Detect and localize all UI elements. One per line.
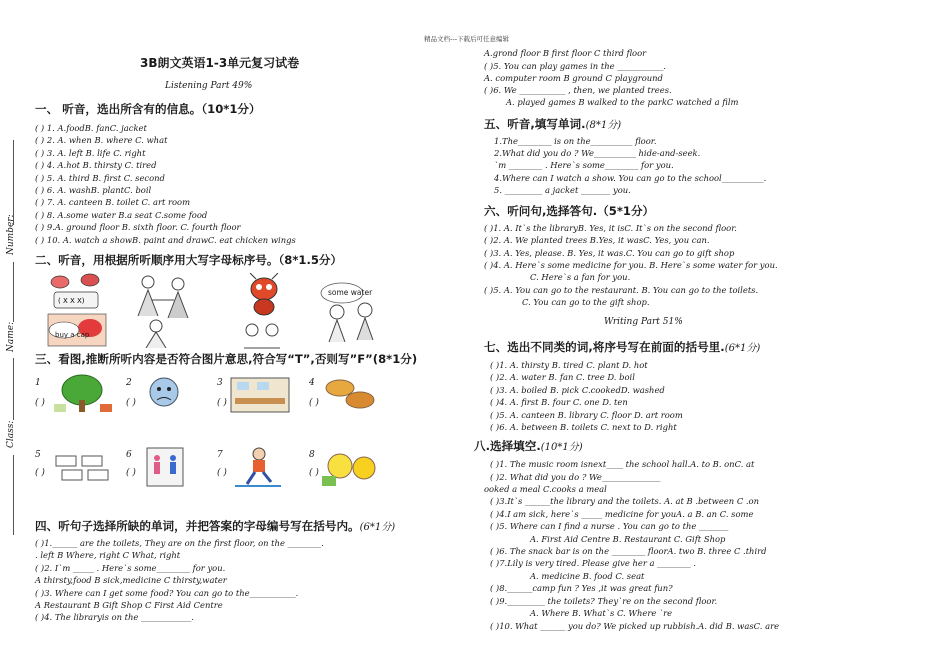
list-item: ( )1.______ are the toilets, They are on the first floor, on the ________. <box>35 538 324 548</box>
list-item: ( ) 7. A. canteen B. toilet C. art room <box>35 197 191 208</box>
cap-picture <box>46 312 108 348</box>
desks-picture <box>52 446 112 486</box>
pic-number: 2 <box>126 378 132 388</box>
col2-top-line: ( )5. You can play games in the ___________. <box>484 61 666 71</box>
list-item: ( ) 5. A. third B. first C. second <box>35 172 165 183</box>
answer-blank: ( ) <box>35 468 45 478</box>
section-1-title: 一、 听音，选出所含有的信息。（10*1分） <box>35 102 261 116</box>
list-item: . left B Where, right C What, right <box>35 550 181 561</box>
col2-top-line: A.grond floor B first floor C third floor <box>484 48 647 58</box>
ant-character-picture <box>240 273 290 317</box>
section-8-title <box>474 438 583 454</box>
section-5-line: `m ________ . Here`s some________ for you. <box>494 160 674 170</box>
list-item: ( )3. A. boiled B. pick C.cookedD. washed <box>490 384 665 395</box>
section-4-title-text: 四、听句子选择所缺的单词，并把答案的字母编号写在括号内。 <box>35 519 360 533</box>
section-5-title-text: 五、听音,填写单词. <box>484 117 586 131</box>
col2-top-line: A. played games B walked to the parkC watched a film <box>506 97 739 107</box>
running-boy-picture <box>233 446 283 488</box>
list-item: ( )6. A. between B. toilets C. next to D. right <box>490 422 677 433</box>
section-5-score: (8*1分) <box>585 120 622 131</box>
list-item: ( )3. Where can I get some food? You can go to the___________. <box>35 587 299 598</box>
answer-blank: ( ) <box>309 398 319 408</box>
pic-number: 7 <box>217 450 223 460</box>
section-6-line: ( )1. A. It`s the libraryB. Yes, it isC. It`s on the second floor. <box>484 223 737 233</box>
answer-blank: ( ) <box>126 398 136 408</box>
section-7-title <box>484 339 760 355</box>
section-8-line: A. First Aid Centre B. Restaurant C. Gift Shop <box>530 534 726 544</box>
section-8-line: ( )9._________ the toilets? They`re on the second floor. <box>490 596 718 606</box>
list-item: ( )5. A. canteen B. library C. floor D. art room <box>490 409 683 420</box>
cartoon-picture <box>320 446 382 488</box>
list-item: ( ) 9.A. ground floor B. sixth floor. C. fourth floor <box>35 222 241 233</box>
writing-part-label: Writing Part 51% <box>604 317 683 327</box>
section-5-line: 2.What did you do ? We__________ hide-and-seek. <box>494 148 701 158</box>
list-item: A Restaurant B Gift Shop C First Aid Centre <box>35 600 223 611</box>
section-6-line: ( )5. A. You can go to the restaurant. B. You can go to the toilets. <box>484 285 759 295</box>
kids-picture <box>325 300 383 342</box>
section-4-lines <box>35 537 324 624</box>
margin-line <box>13 455 14 535</box>
list-item: ( ) 3. A. left B. life C. right <box>35 147 146 158</box>
page-title: 3B朗文英语1-3单元复习试卷 <box>140 56 300 70</box>
col2-top-line: ( )6. We ___________ , then, we planted trees. <box>484 85 672 95</box>
list-item: ( ) 2. A. when B. where C. what <box>35 135 168 146</box>
pic-number: 8 <box>309 450 315 460</box>
list-item: ( )2. A. water B. fan C. tree D. boil <box>490 372 635 383</box>
section-8-line: ( )7.Lily is very tired. Please give her a ________ . <box>490 558 696 568</box>
section-6-line: C. You can go to the gift shop. <box>522 297 650 307</box>
list-item: ( )4. The libraryis on the ____________. <box>35 612 194 623</box>
pic-number: 5 <box>35 450 41 460</box>
section-8-line: ( )6. The snack bar is on the ________ floorA. two B. three C .third <box>490 546 767 556</box>
section-8-line: ( )8.______camp fun ? Yes ,it was great fun? <box>490 583 673 593</box>
number-label: Number: <box>6 214 16 255</box>
cap-text: buy a cap <box>55 331 90 339</box>
section-5-line: 1.The________ is on the__________ floor. <box>494 136 657 146</box>
header-note: 精品文档---下载后可任意编辑 <box>424 35 510 43</box>
section-6-line: ( )2. A. We planted trees B.Yes, it wasC. Yes, you can. <box>484 235 710 245</box>
section-4-title <box>35 518 395 534</box>
section-6-line: ( )4. A. Here`s some medicine for you. B. Here`s some water for you. <box>484 260 778 270</box>
pic-number: 6 <box>126 450 132 460</box>
water-bubble-text: some water <box>328 288 373 297</box>
list-item: ( ) 1. A.foodB. fanC. jacket <box>35 123 147 133</box>
figure-picture <box>136 318 176 348</box>
section-8-line: ( )1. The music room isnext____ the school hall.A. to B. onC. at <box>490 459 755 469</box>
section-7-score: (6*1分) <box>724 343 761 354</box>
section-3-title: 三、看图,推断所听内容是否符合图片意思,符合写“T”,否则写”F”(8*1分) <box>35 352 418 366</box>
toilet-sign-picture <box>143 446 187 488</box>
list-item: ( ) 8. A.some water B.a seat C.some food <box>35 209 208 220</box>
section-1-items <box>35 122 296 246</box>
section-8-line: ( )5. Where can I find a nurse . You can go to the _______ <box>490 521 729 531</box>
section-6-line: C. Here`s a fan for you. <box>530 272 631 282</box>
listening-part-label: Listening Part 49% <box>165 81 253 91</box>
answer-blank: ( ) <box>126 468 136 478</box>
section-8-title-text: 八.选择填空. <box>474 439 541 453</box>
section-5-line: 4.Where can I watch a show. You can go to the school__________. <box>494 173 767 183</box>
col2-top-line: A. computer room B ground C playground <box>484 73 663 83</box>
medicine-picture <box>46 270 106 312</box>
pic-number: 4 <box>309 378 315 388</box>
answer-blank: ( ) <box>217 398 227 408</box>
section-7-title-text: 七、选出不同类的词,将序号写在前面的括号里. <box>484 340 725 354</box>
food-picture <box>322 374 378 414</box>
figure-picture-2 <box>236 320 286 350</box>
list-item: ( )2. I`m _____ . Here`s some________ for you. <box>35 562 226 573</box>
section-8-line: A. medicine B. food C. seat <box>530 571 645 581</box>
svg-text:( X X X): ( X X X) <box>58 297 85 305</box>
pic-number: 1 <box>35 378 41 388</box>
section-5-line: 5. _________ a jacket _______ you. <box>494 185 631 195</box>
list-item: ( )1. A. thirsty B. tired C. plant D. hot <box>490 360 648 370</box>
section-6-line: ( )3. A. Yes, please. B. Yes, it was.C. You can go to gift shop <box>484 248 735 258</box>
name-label: Name: <box>6 321 16 352</box>
list-item: ( )4. A. first B. four C. one D. ten <box>490 397 628 408</box>
answer-blank: ( ) <box>217 468 227 478</box>
section-8-line: ( )3.It`s ______the library and the toilets. A. at B .between C .on <box>490 496 759 506</box>
section-8-score: (10*1分) <box>540 442 583 453</box>
class-label: Class: <box>6 420 16 448</box>
list-item: A thirsty,food B sick,medicine C thirsty,water <box>35 575 227 586</box>
tree-picture <box>52 374 114 414</box>
answer-blank: ( ) <box>309 468 319 478</box>
people-picture <box>132 272 196 320</box>
answer-blank: ( ) <box>35 398 45 408</box>
section-8-line: ooked a meal C.cooks a meal <box>484 484 607 494</box>
section-8-line: ( )2. What did you do ? We______________ <box>490 472 661 482</box>
sad-face-picture <box>145 374 183 414</box>
section-4-score: (6*1分) <box>359 522 396 533</box>
section-8-line: ( )10. What ______ you do? We picked up rubbish.A. did B. wasC. are <box>490 621 780 631</box>
section-2-title: 二、听音，用根据所听顺序用大写字母标序号。（8*1.5分） <box>35 253 343 267</box>
section-6-title: 六、听问句,选择答句.（5*1分） <box>484 204 655 218</box>
section-8-line: ( )4.I am sick, here`s _____ medicine for youA. a B. an C. some <box>490 509 754 519</box>
margin-line <box>13 358 14 420</box>
list-item: ( ) 6. A. washB. plantC. boil <box>35 185 152 196</box>
list-item: ( ) 10. A. watch a showB. paint and drawC. eat chicken wings <box>35 234 296 245</box>
pic-number: 3 <box>217 378 223 388</box>
margin-line <box>13 262 14 322</box>
margin-line <box>13 140 14 225</box>
list-item: ( ) 4. A.hot B. thirsty C. tired <box>35 160 157 171</box>
classroom-picture <box>229 374 291 414</box>
section-5-title <box>484 116 621 132</box>
section-8-line: A. Where B. What`s C. Where `re <box>530 608 673 618</box>
section-7-lines <box>490 359 683 433</box>
